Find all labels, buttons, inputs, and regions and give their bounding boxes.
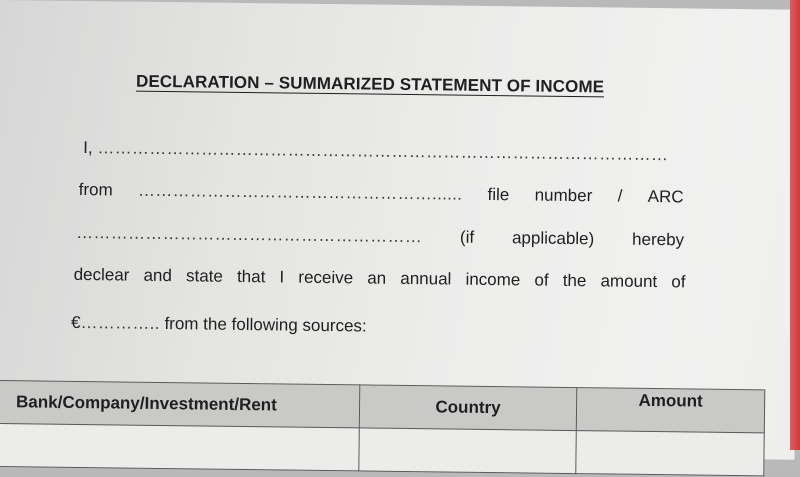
- name-blank[interactable]: ………………………………………………………………………………………: [97, 138, 669, 165]
- amount-cell[interactable]: [576, 431, 765, 476]
- applicable-word: applicable): [511, 228, 595, 249]
- statement-word: income: [465, 269, 521, 290]
- column-header-country: Country: [359, 385, 577, 431]
- statement-word: receive: [298, 267, 354, 288]
- amount-line: [71, 313, 367, 337]
- hereby-word: hereby: [631, 229, 685, 250]
- statement-word: I: [279, 267, 285, 287]
- column-header-source: Bank/Company/Investment/Rent: [0, 380, 360, 427]
- statement-word: that: [236, 266, 266, 287]
- from-blank[interactable]: ……………………………………………......: [137, 180, 463, 204]
- amount-blank[interactable]: …………..: [80, 313, 160, 333]
- statement-word: an: [367, 268, 387, 288]
- statement-word: the: [562, 270, 587, 291]
- statement-word: of: [671, 272, 686, 292]
- statement-word: and: [143, 265, 173, 286]
- file-word: file: [487, 184, 510, 205]
- statement-word: annual: [400, 268, 452, 289]
- name-line: [83, 138, 668, 165]
- column-header-amount: Amount: [576, 388, 765, 433]
- statement-line: [74, 265, 686, 292]
- currency-symbol: €: [70, 312, 81, 333]
- number-word: number: [534, 185, 593, 206]
- red-folder-edge: [790, 0, 800, 450]
- file-number-blank[interactable]: ……………………………………………………: [76, 222, 423, 247]
- source-cell[interactable]: [0, 423, 359, 470]
- income-sources-table: [0, 380, 765, 476]
- slash-word: /: [617, 186, 623, 206]
- statement-word: amount: [600, 271, 658, 292]
- if-word: (if: [459, 227, 475, 247]
- statement-word: of: [534, 270, 549, 290]
- statement-word: state: [185, 266, 224, 286]
- statement-word: declear: [73, 264, 130, 285]
- from-line: [79, 180, 684, 207]
- from-label: from: [78, 179, 113, 200]
- document-title: DECLARATION – SUMMARIZED STATEMENT OF INCOME: [135, 71, 605, 97]
- name-prefix: I,: [83, 138, 93, 158]
- sources-text: from the following sources:: [164, 314, 367, 336]
- file-number-line: [76, 223, 684, 250]
- arc-word: ARC: [647, 186, 684, 207]
- country-cell[interactable]: [359, 428, 577, 474]
